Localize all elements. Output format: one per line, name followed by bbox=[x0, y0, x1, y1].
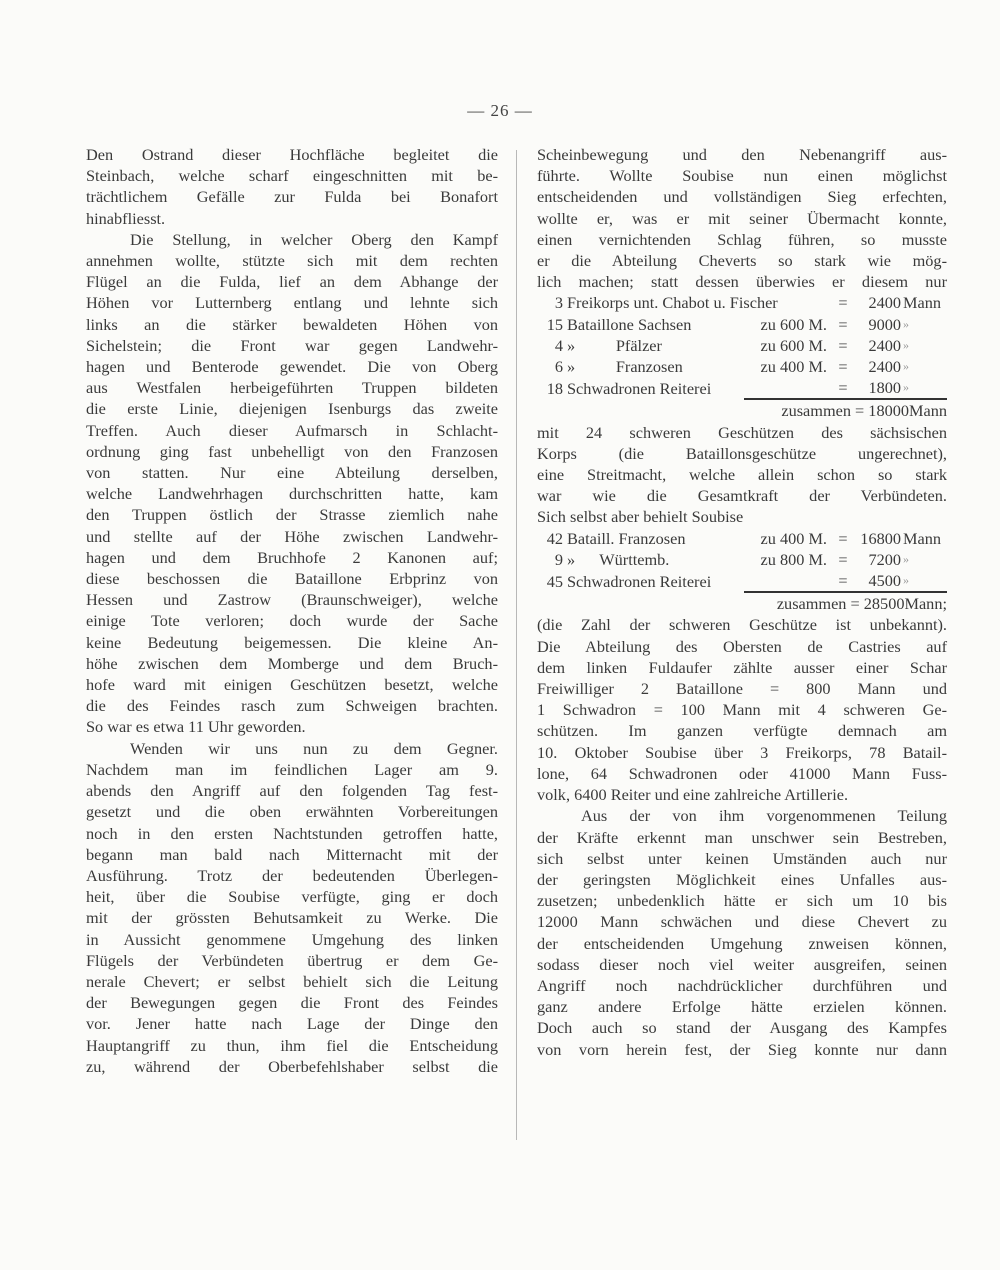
table-row bbox=[537, 356, 947, 377]
text-line: schützen. Im ganzen verfügte demnach am bbox=[537, 721, 947, 741]
text-line: hagen und dem Bruchhofe 2 Kanonen auf; bbox=[86, 547, 498, 567]
text-line: führte. Wollte Soubise nun einen möglichst bbox=[537, 166, 947, 186]
value-cell: 1800 bbox=[855, 377, 901, 399]
text-line: 1 Schwadron = 100 Mann mit 4 schweren Ge- bbox=[537, 700, 947, 720]
text-line: lone, 64 Schwadronen oder 41000 Mann Fuss- bbox=[537, 763, 947, 783]
equals-cell: = bbox=[838, 335, 848, 355]
right-column bbox=[537, 144, 947, 1060]
text-line: aus Westfalen herbeigeführten Truppen bildeten bbox=[86, 378, 498, 398]
text-line: Freiwilliger 2 Bataillone = 800 Mann und bbox=[537, 679, 947, 699]
text-line: ganz andere Erfolge hätte erzielen können. bbox=[537, 997, 947, 1017]
total-cell: zusammen = 18000Mann bbox=[781, 401, 947, 421]
text-line: links an die stärker bewaldeten Höhen von bbox=[86, 314, 498, 334]
text-line: war wie die Gesamtkraft der Verbündeten. bbox=[537, 486, 947, 506]
ditto-mark: » bbox=[903, 551, 909, 566]
unit-cell: Bataill. Franzosen bbox=[567, 528, 686, 548]
table-row bbox=[537, 528, 947, 549]
equals-cell: = bbox=[838, 549, 848, 569]
text-line: von vorn herein fest, der Sieg konnte nur dann bbox=[537, 1039, 947, 1059]
text-line: sodass dieser noch viel weiter ausgreifen, seinen bbox=[537, 954, 947, 974]
text-line: von statten. Nur eine Abteilung derselben, bbox=[86, 463, 498, 483]
text-line: mit der grössten Behutsamkeit zu Werke. Die bbox=[86, 908, 498, 928]
count-cell: 6 bbox=[554, 357, 563, 377]
text-line: Nachdem man im feindlichen Lager am 9. bbox=[86, 759, 498, 779]
count-cell: 4 bbox=[554, 335, 563, 355]
text-line: der entscheidenden Umgehung znweisen können, bbox=[537, 933, 947, 953]
total-cell: zusammen = 28500Mann; bbox=[776, 594, 947, 614]
unit-cell: Schwadronen Reiterei bbox=[567, 378, 712, 398]
rate-cell: zu 400 M. bbox=[760, 357, 827, 377]
table-row bbox=[537, 292, 947, 313]
text-line: Angriff noch nachdrücklicher durchführen und bbox=[537, 975, 947, 995]
left-column bbox=[86, 144, 498, 1077]
text-line: Wenden wir uns nun zu dem Gegner. bbox=[130, 738, 498, 758]
text-line: So war es etwa 11 Uhr geworden. bbox=[86, 717, 306, 737]
text-line: diese beschossen die Bataillone Erbprinz von bbox=[86, 569, 498, 589]
rate-cell bbox=[744, 570, 831, 592]
troop-table-chevert bbox=[537, 292, 947, 421]
count-cell: 9 bbox=[554, 549, 563, 569]
troop-table-soubise bbox=[537, 528, 947, 615]
text-line: Treffen. Auch dieser Aufmarsch in Schlacht- bbox=[86, 420, 498, 440]
table-row bbox=[537, 377, 947, 399]
text-line: nerale Chevert; er selbst behielt sich die Leitung bbox=[86, 971, 498, 991]
text-line: Die Abteilung des Obersten de Castries auf bbox=[537, 636, 947, 656]
text-line: keine Bedeutung beigemessen. Die kleine An- bbox=[86, 632, 498, 652]
value-cell: 2400 bbox=[868, 335, 901, 355]
text-line: Korps (die Bataillonsgeschütze ungerechnet), bbox=[537, 443, 947, 463]
text-line: eine Streitmacht, welche allein schon so stark bbox=[537, 465, 947, 485]
text-line: abends den Angriff auf den folgenden Tag fest- bbox=[86, 781, 498, 801]
text-line: Steinbach, welche scharf eingeschnitten mit be- bbox=[86, 166, 498, 186]
equals-cell: = bbox=[831, 570, 855, 592]
ditto-mark: » bbox=[901, 570, 947, 592]
equals-cell: = bbox=[838, 357, 848, 377]
text-line: begann man bald nach Mitternacht mit der bbox=[86, 844, 498, 864]
table-row bbox=[537, 570, 947, 592]
text-line: einige Tote verloren; doch wurde der Sache bbox=[86, 611, 498, 631]
text-line: einen vernichtenden Schlag führen, so musste bbox=[537, 229, 947, 249]
text-line: sich selbst unter keinen Umständen auch nur bbox=[537, 848, 947, 868]
text-line: dem linken Fuldaufer zählte ausser einer Schar bbox=[537, 657, 947, 677]
value-cell: 2400 bbox=[868, 293, 901, 313]
ditto-mark: » bbox=[903, 316, 909, 331]
text-line: Aus der von ihm vorgenommenen Teilung bbox=[581, 806, 947, 826]
count-cell: 45 bbox=[546, 571, 563, 591]
text-line: der Kräfte erkennt man unschwer sein Bestreben, bbox=[537, 827, 947, 847]
text-line: Sichelstein; die Front war gegen Landwehr- bbox=[86, 335, 498, 355]
text-line: hofe ward mit einigen Geschützen besetzt, welche bbox=[86, 675, 498, 695]
rate-cell: zu 800 M. bbox=[760, 549, 827, 569]
total-row bbox=[537, 592, 947, 614]
rate-cell bbox=[744, 377, 831, 399]
text-line: 10. Oktober Soubise über 3 Freikorps, 78 Batail- bbox=[537, 742, 947, 762]
ditto-mark: » bbox=[903, 359, 909, 374]
text-line: noch in den ersten Nachtstunden getroffen hatte, bbox=[86, 823, 498, 843]
text-line: den Truppen östlich der Strasse ziemlich nahe bbox=[86, 505, 498, 525]
text-line: Höhen vor Lutternberg entlang und lehnte sich bbox=[86, 293, 498, 313]
text-line: vor. Jener hatte nach Lage der Dinge den bbox=[86, 1014, 498, 1034]
table-row bbox=[537, 314, 947, 335]
text-line: die erste Linie, diejenigen Isenburgs das zweite bbox=[86, 399, 498, 419]
text-line: Hessen und Zastrow (Braunschweiger), welche bbox=[86, 590, 498, 610]
text-line: heit, über die Soubise verfügte, ging er doch bbox=[86, 887, 498, 907]
text-line: wollte er, was er mit seiner Übermacht konnte, bbox=[537, 208, 947, 228]
column-divider bbox=[516, 150, 517, 1140]
text-line: hagen und Benterode gewendet. Die von Oberg bbox=[86, 357, 498, 377]
text-line: Den Ostrand dieser Hochfläche begleitet die bbox=[86, 145, 498, 164]
text-line: zu, während der Oberbefehlshaber selbst die bbox=[86, 1056, 498, 1076]
text-line: der geringsten Möglichkeit eines Unfalles aus- bbox=[537, 869, 947, 889]
text-line: Flügel an die Fulda, lief an dem Abhange der bbox=[86, 272, 498, 292]
unit-cell: Schwadronen Reiterei bbox=[567, 571, 712, 591]
text-line: der Bewegungen gegen die Front des Feindes bbox=[86, 993, 498, 1013]
unit-cell: » Franzosen bbox=[567, 357, 683, 377]
text-line: gesetzt und die oben erwähnten Vorbereitungen bbox=[86, 802, 498, 822]
table-row bbox=[537, 335, 947, 356]
unit-cell: » Württemb. bbox=[567, 549, 670, 569]
text-line: Flügels der Verbündeten übertrug er dem Ge- bbox=[86, 950, 498, 970]
unit-cell: » Pfälzer bbox=[567, 335, 662, 355]
value-cell: 4500 bbox=[855, 570, 901, 592]
page-number: — 26 — bbox=[467, 101, 533, 120]
value-cell: 7200 bbox=[868, 549, 901, 569]
equals-cell: = bbox=[831, 377, 855, 399]
text-line: Hauptangriff zu thun, ihm fiel die Entscheidung bbox=[86, 1035, 498, 1055]
text-line: trächtlichem Gefälle zur Fulda bei Bonafort bbox=[86, 187, 498, 207]
text-line: entscheidenden und vollständigen Sieg erfechten, bbox=[537, 187, 947, 207]
rate-cell: zu 600 M. bbox=[760, 335, 827, 355]
count-cell: 3 bbox=[554, 293, 563, 313]
ditto-mark: » bbox=[903, 337, 909, 352]
count-cell: 15 bbox=[546, 314, 563, 334]
text-line: Doch auch so stand der Ausgang des Kampfes bbox=[537, 1018, 947, 1038]
text-line: lich machen; statt dessen überwies er diesem nur bbox=[537, 272, 947, 292]
text-line: höhe zwischen dem Momberge und dem Bruch- bbox=[86, 653, 498, 673]
value-cell: 16800 bbox=[860, 528, 901, 548]
unit-cell: Freikorps unt. Chabot u. Fischer bbox=[567, 293, 778, 313]
text-line: welche Landwehrhagen durchschritten hatte, kam bbox=[86, 484, 498, 504]
equals-cell: = bbox=[838, 293, 848, 313]
text-line: Scheinbewegung und den Nebenangriff aus- bbox=[537, 145, 947, 164]
equals-cell: = bbox=[838, 528, 848, 548]
value-cell: 9000 bbox=[868, 314, 901, 334]
total-row bbox=[537, 399, 947, 421]
count-cell: 18 bbox=[546, 378, 563, 398]
table-row bbox=[537, 549, 947, 570]
text-line: Ausführung. Trotz der bedeutenden Überlegen- bbox=[86, 865, 498, 885]
text-line: in Aussicht genommene Umgehung des linken bbox=[86, 929, 498, 949]
rate-cell: zu 400 M. bbox=[760, 528, 827, 548]
ditto-mark: » bbox=[901, 377, 947, 399]
text-line: hinabfliesst. bbox=[86, 208, 166, 228]
unit-label-cell: Mann bbox=[903, 528, 941, 548]
value-cell: 2400 bbox=[868, 357, 901, 377]
text-line: mit 24 schweren Geschützen des sächsischen bbox=[537, 422, 947, 442]
text-line: (die Zahl der schweren Geschütze ist unbekannt). bbox=[537, 615, 947, 635]
text-line: Sich selbst aber behielt Soubise bbox=[537, 507, 744, 527]
rate-cell: zu 600 M. bbox=[760, 314, 827, 334]
text-line: die des Feindes rasch zum Schweigen brachten. bbox=[86, 696, 498, 716]
text-line: annehmen wollte, stützte sich mit dem rechten bbox=[86, 251, 498, 271]
text-line: er die Abteilung Cheverts so stark wie mög- bbox=[537, 251, 947, 271]
text-line: und stellte auf der Höhe zwischen Landwehr- bbox=[86, 526, 498, 546]
unit-label-cell: Mann bbox=[903, 293, 941, 313]
count-cell: 42 bbox=[546, 528, 563, 548]
unit-cell: Bataillone Sachsen bbox=[567, 314, 692, 334]
text-line: zusetzen; unbedenklich hätte er sich um 10 bis bbox=[537, 891, 947, 911]
text-line: Die Stellung, in welcher Oberg den Kampf bbox=[130, 229, 498, 249]
text-line: ordnung ging fast unbehelligt von den Franzosen bbox=[86, 441, 498, 461]
equals-cell: = bbox=[838, 314, 848, 334]
text-line: 12000 Mann schwächen und diese Chevert zu bbox=[537, 912, 947, 932]
text-line: volk, 6400 Reiter und eine zahlreiche Artillerie. bbox=[537, 785, 849, 805]
